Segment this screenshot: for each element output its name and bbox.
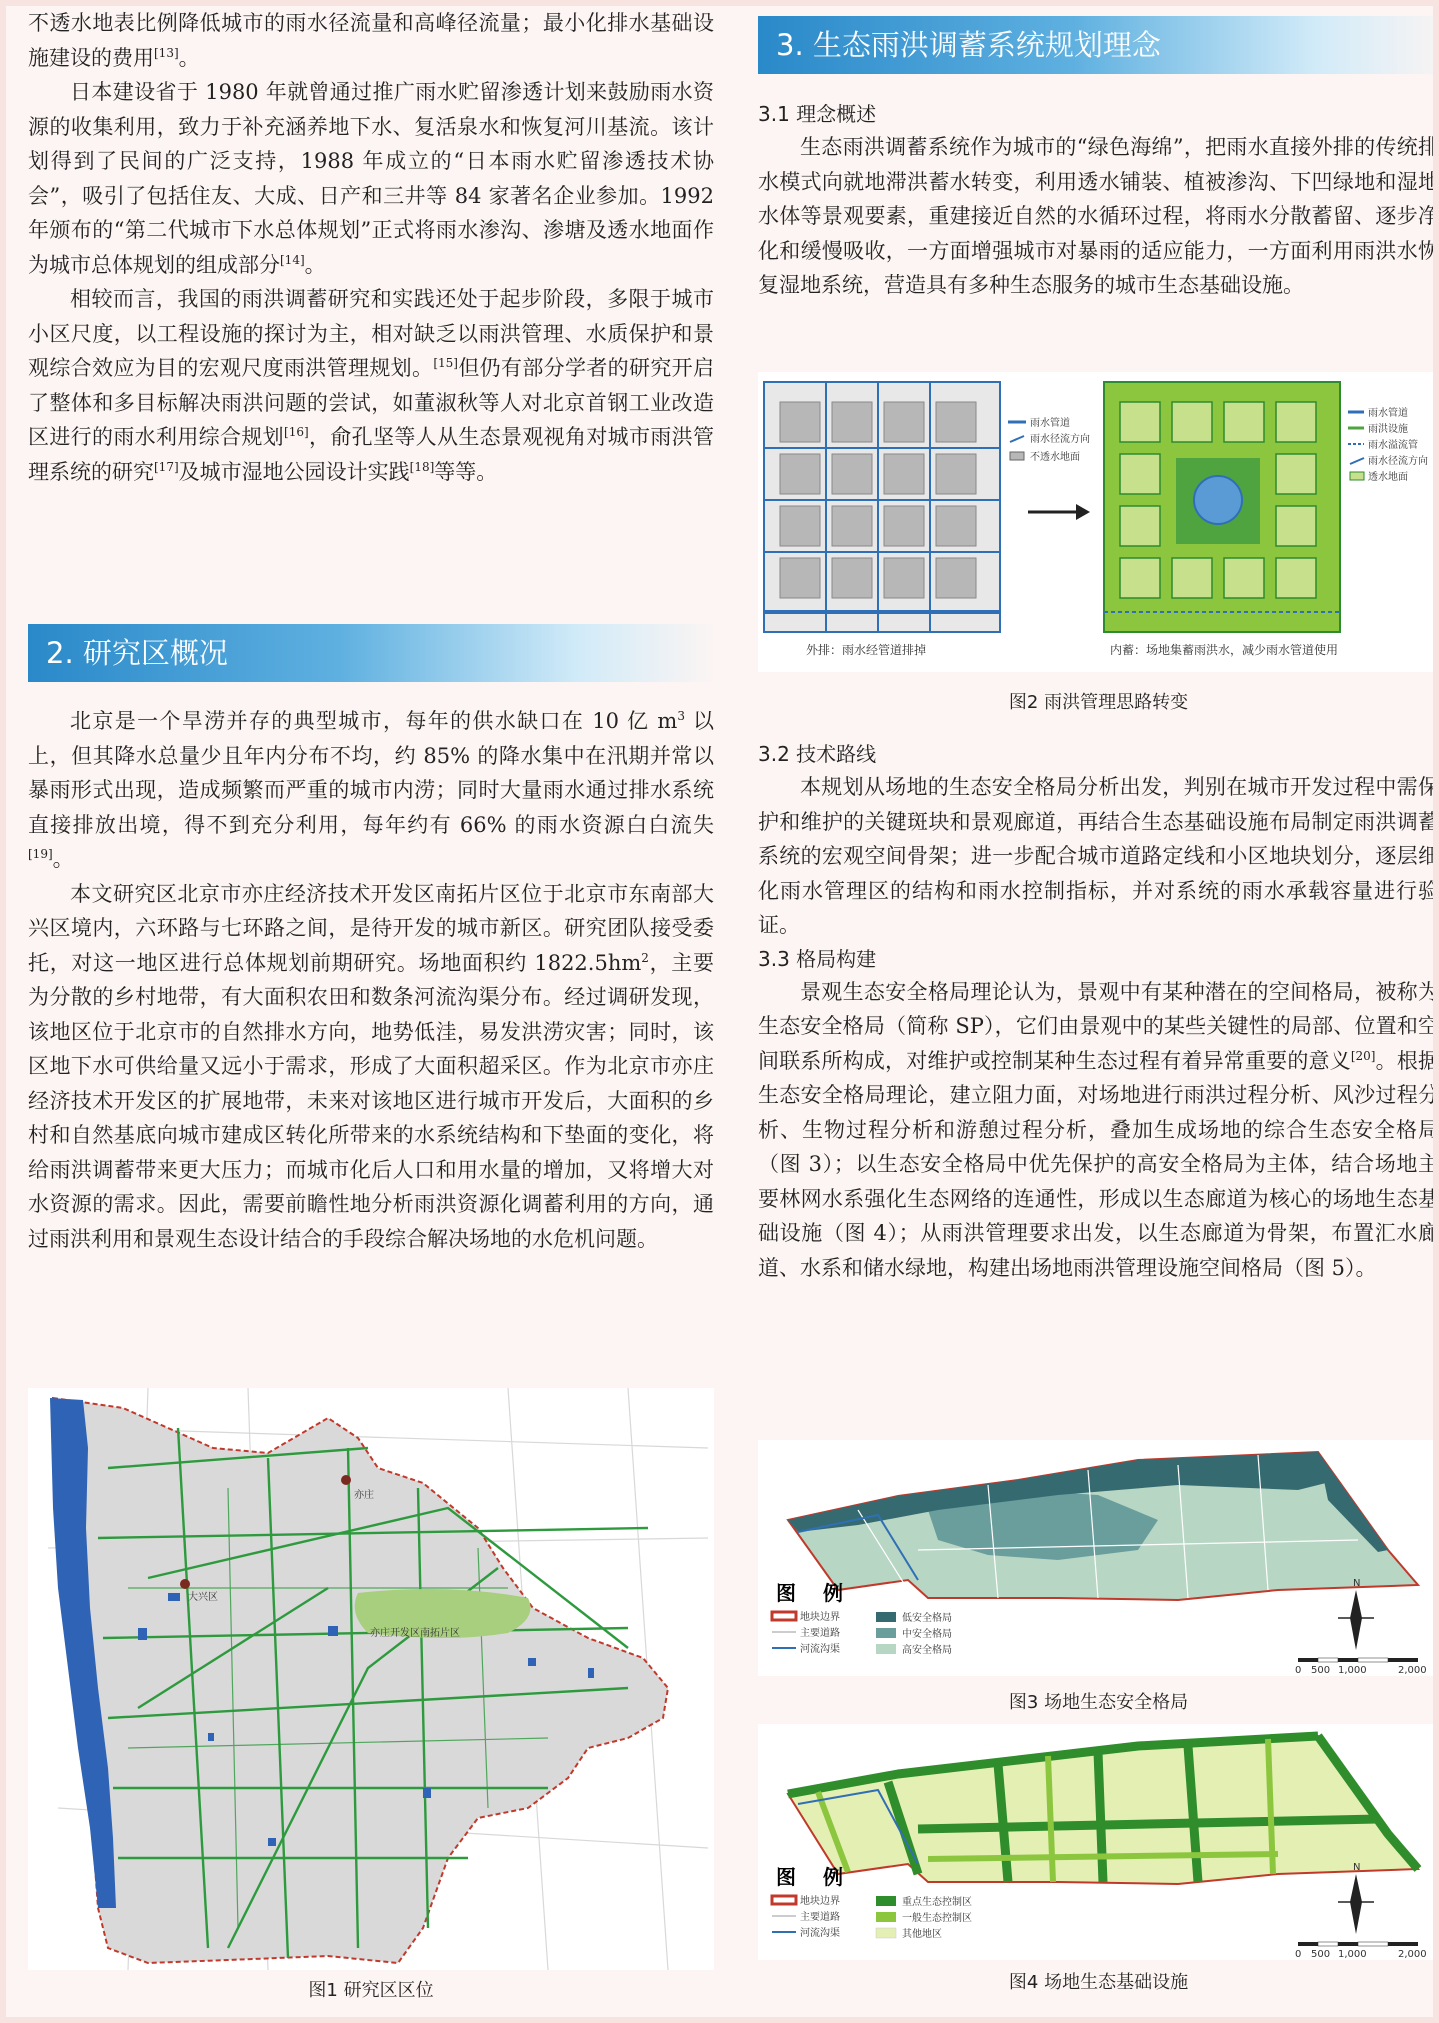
paragraph-text: 不透水地表比例降低城市的雨水径流量和高峰径流量；最小化排水基础设施建设的费用 <box>28 11 714 70</box>
section-3-2 <box>758 738 1439 1285</box>
paragraph-text: 但仍有部分学者的研究开启了整体和多目标解决雨洪问题的尝试，如董淑秋等人对北京首钢工业改造区进行的雨水利用综合规划 <box>28 356 715 449</box>
legend-item: 高安全格局 <box>902 1645 952 1656</box>
svg-text:N: N <box>1353 1862 1361 1873</box>
figure-3-caption: 图3 场地生态安全格局 <box>1008 1692 1189 1713</box>
yizhuang-label: 亦庄 <box>354 1490 374 1501</box>
citation: [14] <box>280 252 305 267</box>
legend-item: 雨水管道 <box>1368 408 1408 419</box>
paragraph-text: 以上，但其降水总量少且年内分布不均，约 85% 的降水集中在汛期并常以暴雨形式出现，造成频繁而严重的城市内涝；同时大量雨水通过排水系统直接排放出境，得不到充分利用，每年约有 66% 的雨水资源白白流失 <box>28 709 714 837</box>
legend-title: 图 例 <box>776 1865 853 1889</box>
figure-1-caption: 图1 研究区区位 <box>308 1980 434 2001</box>
paragraph-0 <box>28 6 714 489</box>
section-3-heading: 3. 生态雨洪调蓄系统规划理念 <box>758 16 1439 74</box>
scale-bar <box>1295 1658 1427 1676</box>
citation: [13] <box>154 45 179 60</box>
legend-item: 雨水溢流管 <box>1368 440 1418 451</box>
citation: [16] <box>284 425 309 439</box>
figure-4-caption: 图4 场地生态基础设施 <box>1008 1972 1189 1993</box>
svg-text:N: N <box>1353 1578 1361 1589</box>
paragraph-text: ，主要为分散的乡村地带，有大面积农田和数条河流沟渠分布。经过调研发现，该地区位于北京市的自然排水方向，地势低洼，易发洪涝灾害；同时，该区地下水可供给量又远小于需求，形成了大面积超采区。作为北京市亦庄经济技术开发区的扩展地带，未来对该地区进行城市开发后，大面积的乡村和自然基底向城市建成区转化所带来的水系统结构和下垫面的变化，将给雨洪调蓄带来更大压力；而城市化后人口和用水量的增加，又将增大对水资源的需求。因此，需要前瞻性地分析雨洪资源化调蓄利用的方向，通过雨洪利用和景观生态设计结合的手段综合解决场地的水危机问题。 <box>28 950 715 1251</box>
paragraph-text: 日本建设省于 1980 年就曾通过推广雨水贮留渗透计划来鼓励雨水资源的收集利用，致力于补充涵养地下水、复活泉水和恢复河川基流。该计划得到了民间的广泛支持，1988 年成立的“日本雨水贮留渗透技术协会”，吸引了包括住友、大成、日产和三井等 84 家著名企业参加。1992 年颁布的“第二代城市下水总体规划”正式将雨水渗沟、渗塘及透水地面作为城市总体规划的组成部分 <box>28 80 714 277</box>
legend-item: 雨水径流方向 <box>1368 456 1428 467</box>
legend-item: 低安全格局 <box>902 1613 952 1624</box>
paragraph-text: 本文研究区北京市亦庄经济技术开发区南拓片区位于北京市东南部大兴区境内，六环路与七环路之间，是待开发的城市新区。研究团队接受委托，对这一地区进行总体规划前期研究。场地面积约 1822.5hm <box>28 881 714 975</box>
daxing-marker <box>180 1579 190 1589</box>
figure-3 <box>758 1440 1439 1716</box>
paragraph-end: 。 <box>178 45 200 70</box>
scale-bar-label: 0 <box>1295 1949 1302 1960</box>
yizhuang-marker <box>341 1475 351 1485</box>
scale-bar <box>1295 1942 1427 1960</box>
study-area-map <box>28 1388 714 1970</box>
subheading-3-3: 3.3 格局构建 <box>758 946 877 971</box>
subheading-3-2: 3.2 技术路线 <box>758 742 877 766</box>
citation: [19] <box>28 847 53 861</box>
legend-item: 透水地面 <box>1368 472 1408 483</box>
paragraph-3-1: 生态雨洪调蓄系统作为城市的“绿色海绵”，把雨水直接外排的传统排水模式向就地滞洪蓄水转变，利用透水铺装、植被渗沟、下凹绿地和湿地水体等景观要素，重建接近自然的水循环过程，将雨水分散蓄留、逐步净化和缓慢吸收，一方面增强城市对暴雨的适应能力，一方面利用雨洪水恢复湿地系统，营造具有多种生态服务的城市生态基础设施。 <box>758 135 1439 297</box>
subheading-3-1: 3.1 理念概述 <box>758 102 877 126</box>
legend-item: 一般生态控制区 <box>902 1913 972 1924</box>
legend-item: 河流沟渠 <box>800 1644 840 1655</box>
figure-2-caption: 图2 雨洪管理思路转变 <box>1008 692 1189 713</box>
scale-bar-label: 2,000 <box>1398 1665 1427 1676</box>
citation: [20] <box>1350 1048 1376 1063</box>
scale-bar-label: 2,000 <box>1398 1949 1427 1960</box>
paragraph-text: ，俞孔坚等人从生态景观视角对城市雨洪管理系统的研究 <box>28 425 715 484</box>
paragraph-text: 等等。 <box>434 459 498 484</box>
right-note: 内蓄：场地集蓄雨洪水，减少雨水管道使用 <box>1110 643 1339 657</box>
eco-security-map <box>758 1440 1439 1676</box>
eco-infrastructure-map <box>758 1724 1439 1960</box>
legend-item: 雨水径流方向 <box>1030 434 1090 445</box>
right-grid <box>1104 382 1340 632</box>
scale-bar-label: 1,000 <box>1338 1665 1367 1676</box>
section-2-heading: 2. 研究区概况 <box>28 624 718 682</box>
rainwater-management-diagram <box>758 372 1439 672</box>
section-3-1 <box>758 98 1439 303</box>
figure-2 <box>758 372 1439 716</box>
superscript: 2 <box>641 950 649 965</box>
citation: [18] <box>409 459 435 474</box>
paragraph-text: 北京是一个旱涝并存的典型城市，每年的供水缺口在 10 亿 m <box>70 709 678 733</box>
legend-item: 不透水地面 <box>1030 452 1080 463</box>
legend-item: 雨水管道 <box>1030 418 1070 429</box>
legend-item: 地块边界 <box>800 1896 840 1907</box>
zone-label: 亦庄开发区南拓片区 <box>370 1628 460 1639</box>
paragraph-text: 。根据生态安全格局理论，建立阻力面，对场地进行雨洪过程分析、风沙过程分析、生物过程分析和游憩过程分析，叠加生成场地的综合生态安全格局（图 3）；以生态安全格局中优先保护的高安全格局为主体，结合场地主要林网水系强化生态网络的连通性，形成以生态廊道为核心的场地生态基础设施（图 4）；从雨洪管理要求出发，以生态廊道为骨架，布置汇水廊道、水系和储水绿地，构建出场地雨洪管理设施空间格局（图 5）。 <box>758 1048 1439 1280</box>
daxing-label: 大兴区 <box>188 1592 218 1603</box>
scale-bar-label: 1,000 <box>1338 1949 1367 1960</box>
legend-item: 中安全格局 <box>902 1629 952 1640</box>
legend-item: 地块边界 <box>800 1612 840 1623</box>
left-grid <box>764 382 1000 632</box>
paragraph-3-2: 本规划从场地的生态安全格局分析出发，判别在城市开发过程中需保护和维护的关键斑块和景观廊道，再结合生态基础设施布局制定雨洪调蓄系统的宏观空间骨架；进一步配合城市道路定线和小区地块划分，逐层细化雨水管理区的结构和雨水控制指标，并对系统的雨水承载容量进行验证。 <box>758 775 1439 937</box>
legend-item: 重点生态控制区 <box>902 1897 972 1908</box>
legend-item: 主要道路 <box>800 1628 840 1639</box>
section-2-body <box>28 704 714 1256</box>
legend-item: 主要道路 <box>800 1912 840 1923</box>
superscript: 3 <box>677 709 685 723</box>
paragraph-text: 相较而言，我国的雨洪调蓄研究和实践还处于起步阶段，多限于城市小区尺度，以工程设施的探讨为主，相对缺乏以雨洪管理、水质保护和景观综合效应为目的宏观尺度雨洪管理规划。 <box>28 287 714 380</box>
left-note: 外排：雨水经管道排掉 <box>806 643 927 657</box>
legend-title: 图 例 <box>776 1581 853 1605</box>
paragraph-end: 。 <box>52 847 74 871</box>
scale-bar-label: 0 <box>1295 1665 1302 1676</box>
citation: [15] <box>433 356 458 370</box>
paragraph-text: 及城市湿地公园设计实践 <box>178 459 410 484</box>
scale-bar-label: 500 <box>1311 1665 1331 1676</box>
legend-item: 其他地区 <box>902 1929 942 1940</box>
legend-item: 雨洪设施 <box>1368 424 1408 435</box>
figure-4 <box>758 1724 1439 1996</box>
paragraph-text: 景观生态安全格局理论认为，景观中有某种潜在的空间格局，被称为生态安全格局（简称 SP），它们由景观中的某些关键性的局部、位置和空间联系所构成，对维护或控制某种生态过程有着异常重要的意义 <box>758 979 1439 1073</box>
figure-1 <box>28 1388 714 2004</box>
scale-bar-label: 500 <box>1311 1949 1331 1960</box>
legend-item: 河流沟渠 <box>800 1928 840 1939</box>
citation: [17] <box>154 459 179 474</box>
paragraph-end: 。 <box>304 252 326 277</box>
